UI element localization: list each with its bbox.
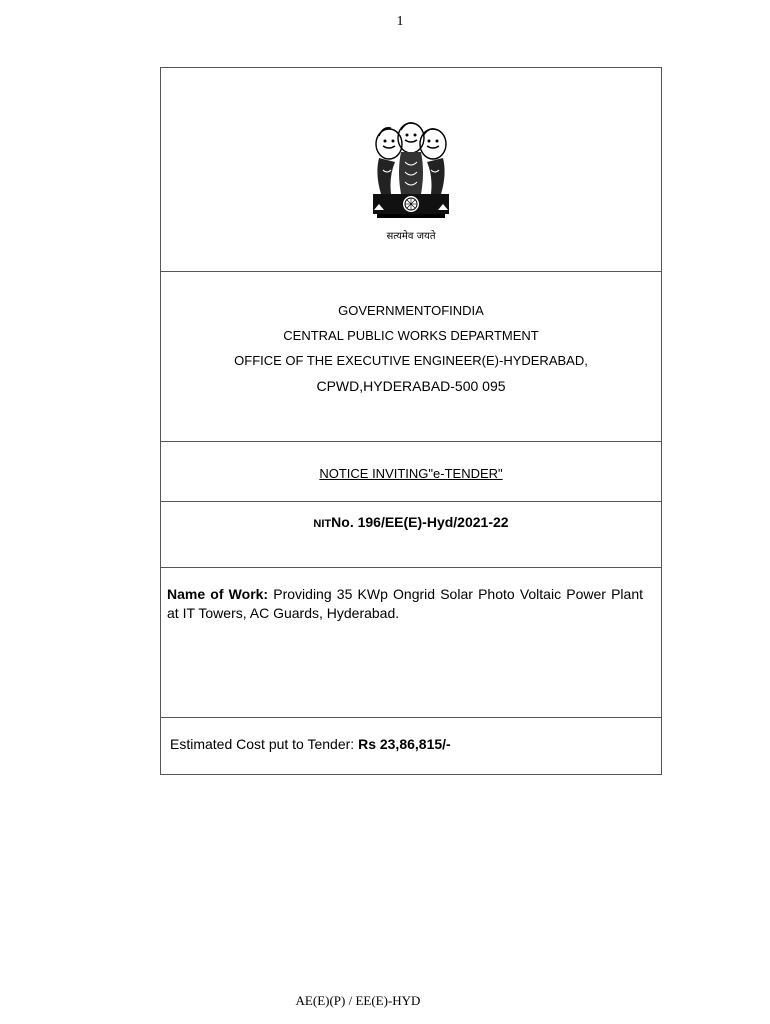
- name-of-work: [167, 585, 643, 623]
- notice-title: NOTICE INVITING"e-TENDER": [319, 466, 503, 481]
- name-of-work-description: Providing 35 KWp Ongrid Solar Photo Voltaic Power Plant at IT Towers, AC Guards, Hyderabad.: [167, 586, 643, 621]
- nit-value: No. 196/EE(E)-Hyd/2021-22: [331, 514, 509, 530]
- estimated-cost-amount: Rs 23,86,815/-: [358, 736, 451, 752]
- government-title: GOVERNMENTOFINDIA: [338, 303, 484, 318]
- office-name: OFFICE OF THE EXECUTIVE ENGINEER(E)-HYDERABAD,: [234, 353, 588, 368]
- emblem-section: [161, 68, 661, 272]
- name-of-work-label: Name of Work:: [167, 586, 269, 602]
- estimated-cost-label: Estimated Cost put to Tender:: [170, 736, 355, 752]
- estimated-cost-section: [161, 718, 661, 776]
- nit-number-section: [161, 502, 661, 568]
- name-of-work-section: [161, 568, 661, 718]
- department-name: CENTRAL PUBLIC WORKS DEPARTMENT: [283, 328, 539, 343]
- tender-cover-frame: [160, 67, 662, 775]
- national-emblem-icon: [361, 116, 461, 246]
- nit-number: [161, 514, 661, 530]
- emblem-motto: सत्यमेव जयते: [386, 231, 436, 242]
- estimated-cost: [170, 736, 451, 752]
- nit-prefix: NIT: [313, 518, 332, 530]
- notice-title-section: [161, 442, 661, 502]
- office-address: CPWD,HYDERABAD-500 095: [316, 378, 506, 394]
- page-number: 1: [396, 14, 404, 29]
- page-footer: AE(E)(P) / EE(E)-HYD: [295, 993, 421, 1008]
- office-address-section: [161, 272, 661, 442]
